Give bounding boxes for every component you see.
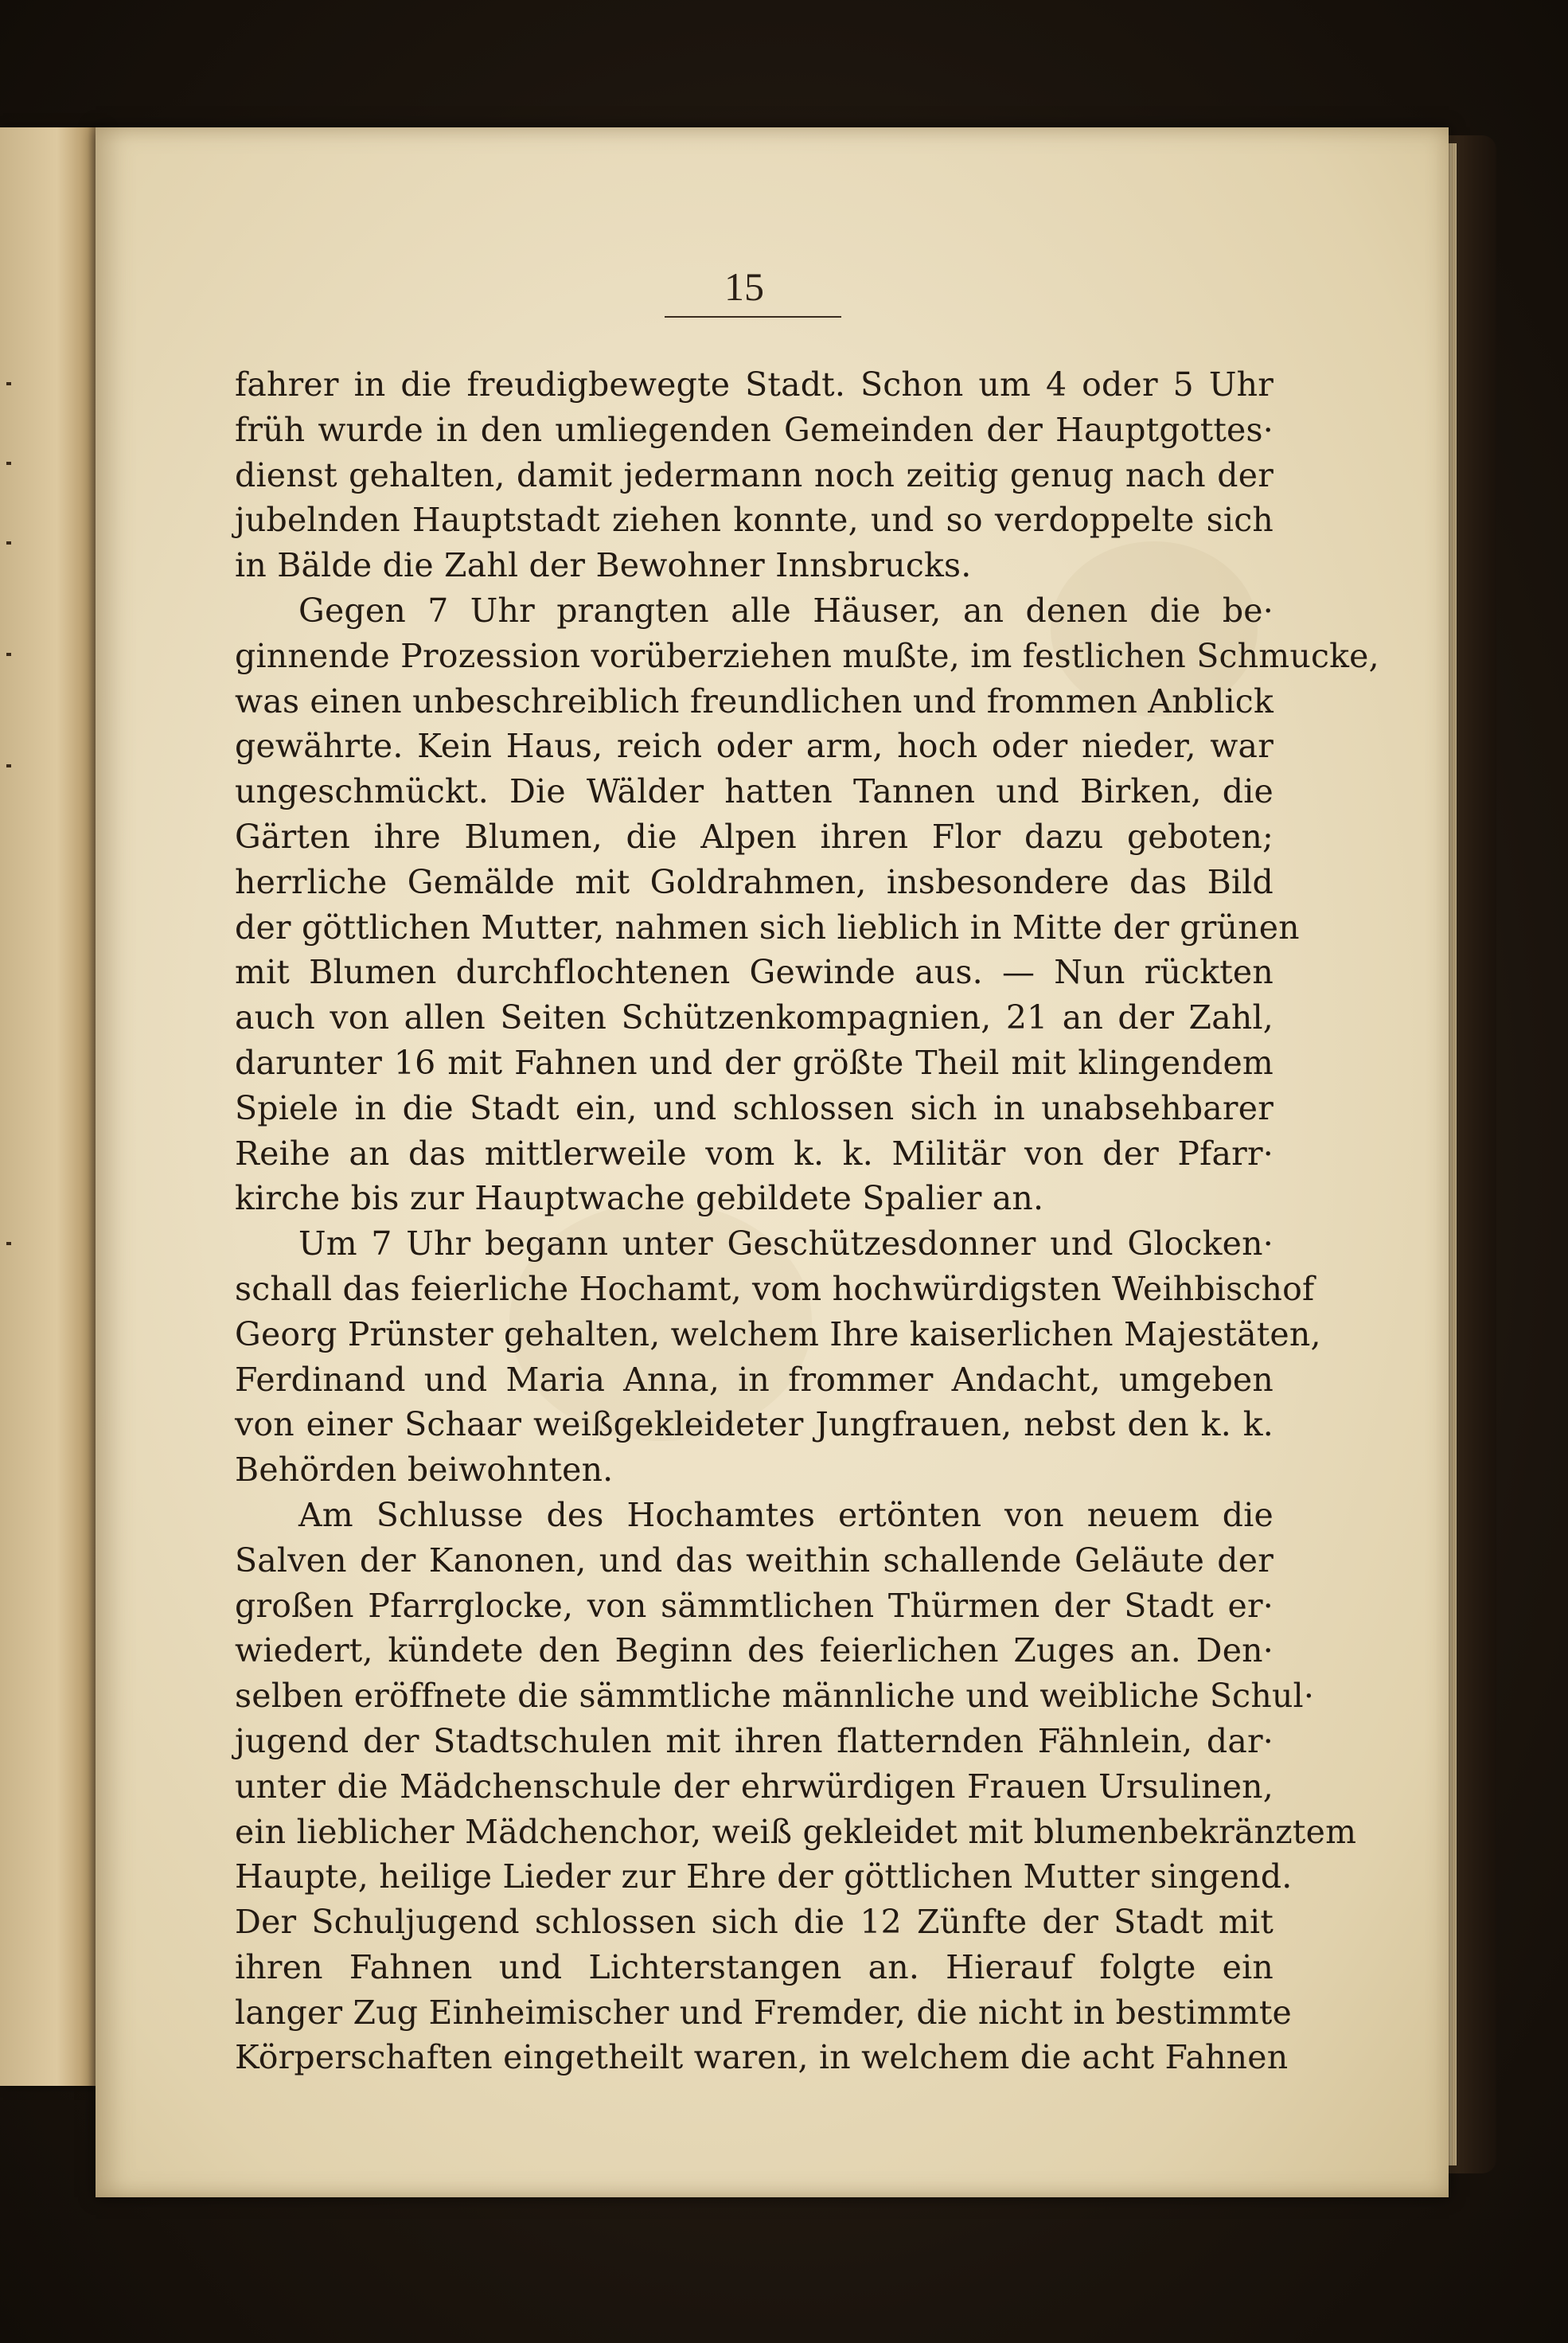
body-text xyxy=(235,362,1379,2080)
text-line: Körperschaften eingetheilt waren, in welchem die acht Fahnen xyxy=(235,2038,1289,2077)
text-line: jubelnden Hauptstadt ziehen konnte, und so verdoppelte sich xyxy=(235,501,1274,540)
text-line: fahrer in die freudigbewegte Stadt. Schon um 4 oder 5 Uhr xyxy=(235,365,1274,404)
text-line: jugend der Stadtschulen mit ihren flatternden Fähnlein, dar· xyxy=(235,1721,1274,1760)
edge-mark xyxy=(6,382,11,385)
text-line: dienst gehalten, damit jedermann noch zeitig genug nach der xyxy=(235,455,1274,494)
text-line: großen Pfarrglocke, von sämmtlichen Thürmen der Stadt er· xyxy=(235,1586,1274,1625)
text-line: wiedert, kündete den Beginn des feierlichen Zuges an. Den· xyxy=(235,1631,1274,1670)
text-line: Am Schlusse des Hochamtes ertönten von neuem die xyxy=(298,1495,1274,1534)
text-line: auch von allen Seiten Schützenkompagnien, 21 an der Zahl, xyxy=(235,998,1274,1037)
page-number: 15 xyxy=(724,264,764,309)
text-line: herrliche Gemälde mit Goldrahmen, insbesondere das Bild xyxy=(235,862,1274,901)
text-line: unter die Mädchenschule der ehrwürdigen Frauen Ursulinen, xyxy=(235,1767,1274,1806)
text-line: mit Blumen durchflochtenen Gewinde aus. — Nun rückten xyxy=(235,953,1274,992)
text-line: Ferdinand und Maria Anna, in frommer Andacht, umgeben xyxy=(235,1360,1274,1399)
text-line: Gärten ihre Blumen, die Alpen ihren Flor dazu geboten; xyxy=(235,817,1274,856)
text-line: schall das feierliche Hochamt, vom hochwürdigsten Weihbischof xyxy=(235,1269,1315,1308)
text-line: ungeschmückt. Die Wälder hatten Tannen und Birken, die xyxy=(235,772,1274,811)
edge-mark xyxy=(6,653,11,656)
edge-mark xyxy=(6,462,11,465)
text-line: Haupte, heilige Lieder zur Ehre der göttlichen Mutter singend. xyxy=(235,1857,1293,1896)
text-line: Gegen 7 Uhr prangten alle Häuser, an denen die be· xyxy=(298,591,1274,630)
left-page-edge xyxy=(0,127,103,2086)
text-line: gewährte. Kein Haus, reich oder arm, hoch oder nieder, war xyxy=(235,727,1274,766)
text-line: kirche bis zur Hauptwache gebildete Spalier an. xyxy=(235,1179,1044,1218)
text-line: was einen unbeschreiblich freundlichen und frommen Anblick xyxy=(235,681,1274,720)
text-line: selben eröffnete die sämmtliche männliche und weibliche Schul· xyxy=(235,1677,1315,1716)
text-line: Um 7 Uhr begann unter Geschützesdonner und Glocken· xyxy=(298,1224,1274,1263)
text-line: Salven der Kanonen, und das weithin schallende Geläute der xyxy=(235,1541,1274,1580)
text-line: ein lieblicher Mädchenchor, weiß gekleidet mit blumenbekränztem xyxy=(235,1812,1357,1851)
text-line: Reihe an das mittlerweile vom k. k. Militär von der Pfarr· xyxy=(235,1134,1274,1173)
text-line: Georg Prünster gehalten, welchem Ihre kaiserlichen Majestäten, xyxy=(235,1314,1321,1353)
text-line: in Bälde die Zahl der Bewohner Innsbrucks. xyxy=(235,546,972,585)
edge-mark xyxy=(6,541,11,545)
text-line: früh wurde in den umliegenden Gemeinden der Hauptgottes· xyxy=(235,410,1274,449)
text-line: langer Zug Einheimischer und Fremder, die nicht in bestimmte xyxy=(235,1993,1292,2032)
text-line: Der Schuljugend schlossen sich die 12 Zünfte der Stadt mit xyxy=(235,1903,1274,1942)
text-line: Spiele in die Stadt ein, und schlossen sich in unabsehbarer xyxy=(235,1088,1274,1127)
text-line: darunter 16 mit Fahnen und der größte Theil mit klingendem xyxy=(235,1043,1274,1082)
text-line: ginnende Prozession vorüberziehen mußte, im festlichen Schmucke, xyxy=(235,636,1379,675)
edge-mark xyxy=(6,764,11,767)
edge-mark xyxy=(6,1242,11,1245)
text-line: der göttlichen Mutter, nahmen sich lieblich in Mitte der grünen xyxy=(235,908,1300,947)
text-line: ihren Fahnen und Lichterstangen an. Hierauf folgte ein xyxy=(235,1947,1274,1986)
header-rule xyxy=(665,316,841,318)
text-line: von einer Schaar weißgekleideter Jungfrauen, nebst den k. k. xyxy=(235,1405,1274,1444)
text-line: Behörden beiwohnten. xyxy=(235,1451,614,1490)
